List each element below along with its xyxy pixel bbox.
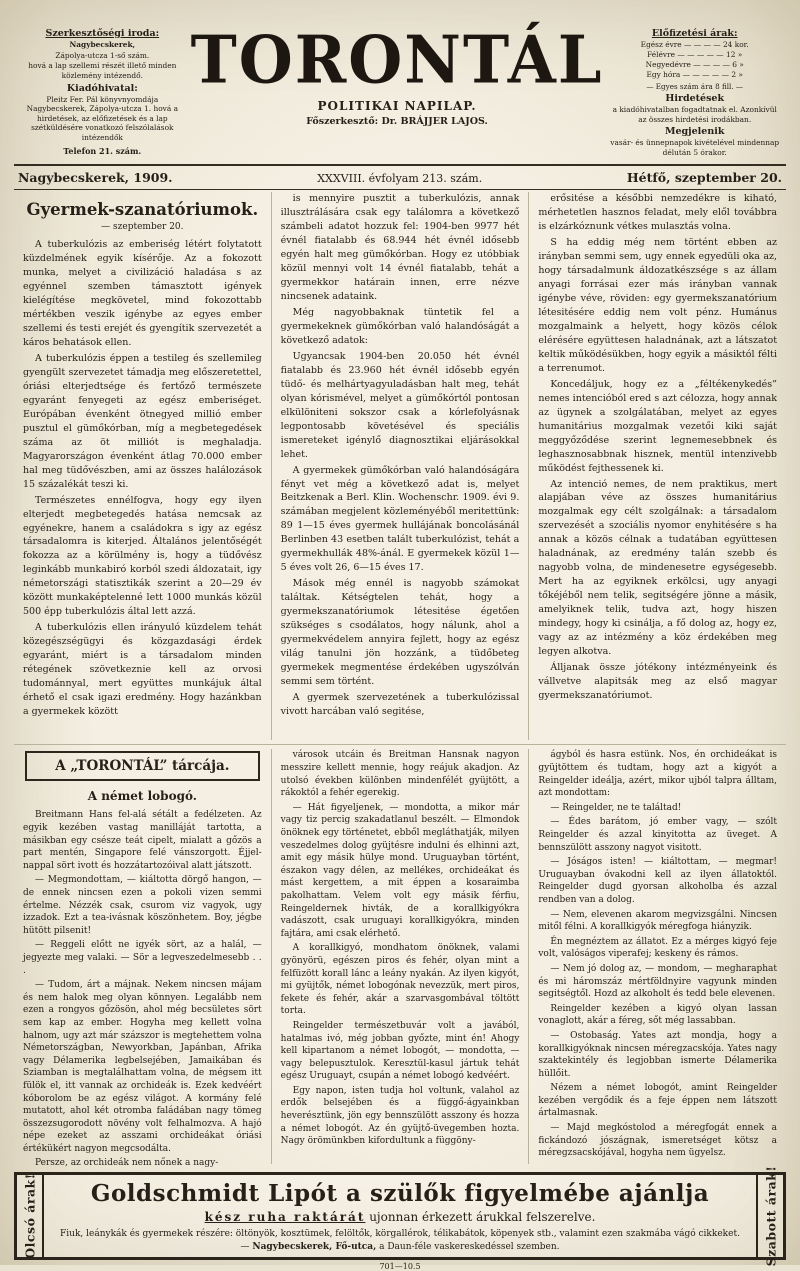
dateline-place: Nagybecskerek, 1909. — [18, 170, 173, 186]
paragraph: Koncedáljuk, hogy ez a „féltékenykedés” nemes intencióból ered s azt célozza, hogy annak az ügynek a szolgálatában, melyet az egyes humanitárius mozgalmak vezetői kiki saját meggyőződése szerint legnemesebbnek és leghasznosabbnak hisznek, mentül intenzivebb működést fejthessenek ki. — [538, 378, 778, 474]
editorial-office-block — [14, 24, 191, 158]
paragraph: Mások még ennél is nagyobb számokat találtak. Kétségtelen tehát, hogy a gyermekszanatóriumok létesitése égetően szükséges s csodálatos, hogy nálunk, ahol a gyermekvédelem annyira fejlett, hogy az egész világ tanulni jön hozzánk, a tüdőbeteg gyermekek megmentése érdekében ugyszólván semmi sem történt. — [280, 578, 520, 687]
paragraph: — Megmondottam, — kiáltotta dörgő hangon, — de ennek nincsen ezen a pokoli vizen semmi értelme. Nézzék csak, csurom viz vagyok, ugy izzadok. Ezt a tea-ivásnak köszönhetem. Boy, jégbe hütött pilsenit! — [23, 875, 262, 936]
paragraph: — Majd megkóstolod a méregfogát ennek a fickándozó jószágnak, ismeretséget kötsz a méregzsacskójával, hogyha nem ügyelsz. — [538, 1123, 778, 1159]
paragraph: városok utcáin és Breitman Hansnak nagyon messzire kellett mennie, hogy reájuk akadjon. Az utolsó években különben mindenfélét gyüjtött, a rákoktól a fehér egerekig. — [280, 750, 520, 799]
paragraph: A tuberkulózis éppen a testileg és szellemileg gyengült szervezetet támadja meg előszeretettel, óriási elterjedtsége és fertőző természete egyaránt fenyegeti az egész emberiséget. Európában évenként ötnegyed millió ember pusztul el gümőkórban, míg a megbetegedések száma az öt milliót is meghaladja. Magyarországon évenként átlag 70.000 ember hal meg tüdővészben, ami az összes halálozások 15 százalékát teszi ki. — [23, 353, 262, 490]
paragraph: Az intenció nemes, de nem praktikus, mert alapjában véve az összes humanitárius mozgalmak egy célt szolgálnak: a társadalom szervezését a szociális nyomor enyhitésére s ha annak a közös célnak a tudatában együttesen haladnának, az eredmény talán szebb és nagyobb volna, de mindenesetre egységesebb. Mert ha az egyiknek erkölcsi, ugy anyagi tőkéjéből nem telik, segitségére jönne a másik, amelyiknek telik, tudva azt, hogy hiszen mindegy, hogy ki csinálja, a fő dolog az, hogy ez, vagy az az intézmény a köz érdekében meg legyen alkotva. — [538, 478, 778, 657]
paragraph: erősitése a későbbi nemzedékre is kiható, mérhetetlen hasznos feladat, mely elől továbbra is elzárkóznunk vétkes mulasztás volna. — [538, 193, 778, 233]
paragraph: — Reingelder, ne te találtad! — [550, 802, 682, 813]
paragraph: — Hát figyeljenek, — mondotta, a mikor már vagy tiz percig szakadatlanul beszélt. — Elmondok önöknek egy történetet, ebből megláthatják, milyen veszedelmes dolog gyüjtésre indulni és elhinni azt, amit egy másik hülye mond. Uruguayban történt, északon vagy délen, az mellékes, orchideákat és mást kergettem, a mit éppen a kosaraimba pakolhattam. Velem volt egy másik férfiu, Reingeldernek hivták, de a korallkigyókra vadászott, csak uruguayi korallkigyókra, minden fajtára, ami csak elérhető. — [280, 802, 520, 939]
feuilleton-column-3 — [528, 749, 786, 1164]
paragraph: Reingelder kezében a kigyó olyan lassan vonaglott, akár a féreg, sőt még lassabban. — [538, 1003, 778, 1027]
paragraph: A gyermekek gümőkórban való halandóságára fényt vet még a következő adat is, melyet Beitzkenak a Berl. Klin. Wochenschr. 1909. évi 9. számában megjelent közleményéből meritettünk: 89 1—15 éves gyermek hullájának boncolásánál Berlinben 43 esetben talált tuberkulózist, tehát a gyermekhullák 48%-ánál. E gyermekek közül 1—5 éves volt 26, 6—15 éves 17. — [280, 464, 520, 574]
paragraph: S ha eddig még nem történt ebben az irányban semmi sem, ugy ennek egyedüli oka az, hogy társadalmunk áldozatkészsége s az állam anyagi forrásai ezer más irányban vannak igénybe véve, röviden: egy gyermekszanatórium létesitésére eddig nem volt pénz. Humánus mozgalmaink a helyett, hogy közös célok elérésére együttesen haladnának, azt a látszatot keltik működésükben, hogy egyik a másiktól félti a terrenumot. — [538, 237, 778, 374]
paragraph: Én megnéztem az állatot. Ez a mérges kigyó feje volt, valóságos viperafej; keskeny és rámos. — [538, 936, 778, 960]
ad-reference-number: 701—10.5 — [379, 1262, 421, 1271]
paragraph: A tuberkulózis ellen irányuló küzdelem tehát közegészségügyi és közgazdasági érdek egyaránt, miért is a társadalom minden rétegének szövetkeznie kell az orvosi tudománnyal, mert együttes munkájuk által érhető el csak igazi eredmény. Hogy hazánkban a gyermekek között — [23, 622, 262, 717]
paragraph: Negyedévre — — — — 6 » — [645, 59, 744, 69]
publisher-note: Pleitz Fer. Pál könyvnyomdája Nagybecskerek, Zápolya-utcza 1. hová a hirdetések, az előfizetések és a lap szétküldésére vonatkozó felszólalások intézendők — [26, 94, 178, 142]
paragraph: — Nem, elevenen akarom megvizsgálni. Nincsen mitől félni. A korallkigyók méregfoga hiányzik. — [538, 909, 778, 933]
paragraph: Félévre — — — — — 12 » — [647, 49, 743, 59]
subscription-block — [603, 24, 786, 158]
editorial-office-title: Szerkesztőségi iroda: — [45, 28, 160, 39]
ads-note: a kiadóhivatalban fogadtatnak el. Azonkívül az összes hirdetési irodákban. — [612, 104, 777, 124]
masthead — [14, 21, 786, 158]
feuilleton-column-1 — [14, 749, 271, 1169]
ad-details — [58, 1228, 742, 1252]
ad-subline — [58, 1210, 742, 1224]
editorial-note: hová a lap szellemi részét illető minden közlemény intézendő. — [28, 61, 177, 80]
paragraph: — Reggeli előtt ne igyék sört, az a halál, — jegyezte meg valaki. — Sör a legveszedelmesebb . . . — [23, 940, 262, 976]
ad-left-label-text: Olcsó árak! — [22, 1173, 37, 1260]
ad-right-label — [756, 1166, 783, 1267]
paragraph: — Édes barátom, jó ember vagy, — szólt Reingelder és azzal kinyitotta az üveget. A bennszülött asszony nagyot visitott. — [538, 817, 778, 853]
appears-note: vasár- és ünnepnapok kivételével mindennap délután 5 órakor. — [610, 138, 780, 157]
article-column-1 — [14, 192, 271, 740]
article-text-col1 — [23, 238, 262, 718]
paragraph: Nézem a német lobogót, amint Reingelder kezében vergődik és a feje éppen nem látszott ártalmasnak. — [538, 1083, 778, 1119]
feuilleton-text-col3 — [538, 749, 777, 1159]
editorial-address-line: Zápolya-utcza 1-ső szám. — [55, 50, 150, 60]
paragraph: ágyból és hasra estünk. Nos, én orchideákat is gyüjtöttem és tudtam, hogy azt a kigyót a Reingelder ideálja, azért, mikor ujból talpra álltam, azt mondottam: — [538, 750, 778, 799]
paragraph: Egy hóra — — — — — 2 » — [646, 69, 743, 79]
article-title: Gyermek-szanatóriumok. — [26, 200, 259, 220]
paragraph: Természetes ennélfogva, hogy egy ilyen elterjedt megbetegedés hatása nemcsak az egyénekre, hanem a családokra s igy az egész társadalomra is kiterjed. Általános jelentőségét fokozza az a körülmény is, hogy a tüdővész leginkább munkabiró korból szedi áldozatait, igy németországi statisztikák szerint a 20—29 év között munkaképtelenné lett 1000 munkás közül 500 épp tuberkulózis által lett azzá. — [23, 494, 262, 618]
paragraph: — Jóságos isten! — kiáltottam, — megmar! Uruguayban óvakodni kell az ilyen állatoktól. Reingelder dugd gyorsan alkoholba és azzal rendben van a dolog. — [538, 857, 778, 905]
feuilleton — [14, 744, 786, 1169]
feuilleton-header: A „TORONTÁL” tárcája. — [25, 751, 260, 781]
paper-subtitle: POLITIKAI NAPILAP. — [317, 99, 477, 113]
dateline — [14, 164, 786, 190]
ad-right-label-text: Szabott árak! — [763, 1166, 778, 1267]
paragraph: A gyermek szervezetének a tuberkulózissal vivott harcában való segitése, — [280, 691, 520, 717]
newspaper-logo: TORONTÁL — [190, 21, 604, 99]
ad-headline: Goldschmidt Lipót a szülők figyelmébe ajánlja — [90, 1180, 710, 1208]
paragraph: Egy napon, isten tudja hol voltunk, valahol az erdők belsejében és a függő-ágyainkban heverésztünk, jön egy bennszülött asszony és hozza a német lobogót. Az én gyüjtő-üvegemben hozta. Nagy örömünkben kifordultunk a függöny- — [280, 1085, 520, 1147]
ad-details-post: a Daun-féle vaskereskedéssel szemben. — [376, 1241, 560, 1252]
main-article — [14, 192, 786, 740]
ad-left-label — [17, 1173, 44, 1260]
feuilleton-title: A német lobogó. — [87, 789, 197, 804]
article-text-col3 — [538, 192, 777, 702]
paragraph: is mennyire pusztit a tuberkulózis, annak illusztrálására csak egy találomra a következő számbeli adatot hozzuk fel: 1904-ben 9977 hét évnél fiatalabb és 68.944 hét évnél idősebb egyén halt meg gümőkórban. Hogy ez utóbbiak közül mennyi volt 14 évnél fiatalabb, tehát a gyermekkor határain innen, erre nézve nincsenek adataink. — [280, 193, 520, 303]
paragraph: Breitmann Hans fel-alá sétált a fedélzeten. Az egyik kezében vastag manilláját tartotta, a másikban egy csésze teát cipelt, mialatt a gőzös a part mentén, Singapore felé vánszorgott. Éjjel-nappal sört ivott és hozzátartozóival alatt játszott. — [23, 810, 262, 871]
ad-subline-emphasis: kész ruha raktárát — [204, 1210, 366, 1225]
paragraph: — Tudom, árt a májnak. Nekem nincsen májam és nem halok meg olyan könnyen. Legalább nem ezen a rongyos gőzösön, ahol még becsületes sört sem kap az ember. Hogyha meg kellett volna halnom, ugy azt már százszor is megtehettem volna Németországban, Newyorkban, Japánban, Afrika vagy Délamerika legbelsejében, Jamaikában és Sziamban is megtalálhattam volna, de mégsem itt fülök el, itt vannak az orchideák is. Ezek kedvéért kóborolom be az egész világot. A kormány felé mutatott, ahol két otromba faládában nagy tömeg összezsugorodott növény volt felhalmozva. A hajó népe ezeket az asszami orchideákat óriási értékükért nagyon megcsodálta. — [23, 980, 262, 1154]
subscription-title: Előfizetési árak: — [651, 28, 738, 39]
single-copy-price: — Egyes szám ára 8 fill. — — [646, 81, 744, 91]
ad-details-address: Nagybecskerek, Fő-utca, — [252, 1241, 377, 1252]
price-list — [603, 40, 786, 80]
feuilleton-text-col1 — [23, 809, 262, 1170]
dateline-issue: XXXVIII. évfolyam 213. szám. — [317, 172, 483, 186]
paragraph: A tuberkulózis az emberiség létért folytatott küzdelmének egyik kísérője. Az a fokozott munka, melyet a civilizáció haladása s az egyénnel szemben támasztott igények kielégítése megkövetel, mind fokozottabb mértékben veszik igénybe az egyes ember szellemi és testi erejét és gyengítik szervezetét a káros behatások ellen. — [23, 239, 262, 349]
paragraph: Álljanak össze jótékony intézményeink és vállvetve alapitsák meg az első magyar gyermekszanatóriumot. — [538, 661, 778, 701]
feuilleton-column-2 — [271, 749, 529, 1164]
editorial-address-line: Nagybecskerek, — [69, 40, 136, 49]
telephone-line: Telefon 21. szám. — [63, 145, 142, 156]
article-column-2 — [271, 192, 529, 740]
masthead-center — [190, 21, 604, 158]
paragraph: Egész évre — — — — 24 kor. — [640, 40, 749, 49]
dateline-date: Hétfő, szeptember 20. — [626, 170, 782, 186]
advertisement — [14, 1166, 786, 1271]
appears-title: Megjelenik — [664, 126, 725, 138]
article-text-col2 — [281, 192, 520, 718]
paragraph: A korallkigyó, mondhatom önöknek, valami gyönyörü, egészen piros és fehér, olyan mint a felfüzött korall lánc a leány nyakán. Az ilyen kigyót, mi gyüjtők, német lobogónak nevezzük, mert piros, fekete és fehér, akár a szarvasgombával töltött torta. — [280, 943, 520, 1017]
paragraph: Reingelder természetbuvár volt a javából, hatalmas ivó, még jobban győzte, mint én! Ahogy kell kipartanom a német lobogót, — mondotta, — vagy belepusztulok. Keresztül-kasul jártuk tehát egész Uruguayt, csupán a német lobogó kedvéért. — [280, 1020, 520, 1082]
article-column-3 — [528, 192, 786, 740]
paragraph: Ugyancsak 1904-ben 20.050 hét évnél fiatalabb és 23.960 hét évnél idősebb egyén tüdő- és melhártyagyuladásban halt meg, tehát olyan kórismével, melyet a gümőkórtól pontosan elkülöniteni sokszor csak a kórlefolyásnak legpontosabb követésével és speciális ismereteket igénylő diagnosztikai eljárásokkal lehet. — [280, 350, 520, 460]
paragraph: Még nagyobbaknak tüntetik fel a gyermekeknek gümőkórban való halandóságát a következő adatok: — [280, 307, 520, 346]
editor-line: Főszerkesztő: Dr. BRÁJJER LAJOS. — [306, 116, 488, 127]
article-dateline: — szeptember 20. — [101, 222, 184, 233]
paragraph: — Nem jó dolog az, — mondom, — megharaphat és mi háromszáz mértföldnyire vagyunk minden segitségtől. Hozd az alkoholt és tedd bele elevenen. — [538, 963, 778, 1000]
feuilleton-text-col2 — [281, 749, 520, 1147]
ads-title: Hirdetések — [665, 92, 725, 104]
ad-details-pre: Fiuk, leánykák és gyermekek részére: öltönyök, kosztümek, felöltők, körgallérok, télikabátok, köpenyek stb., valamint ezen szakmába vágó cikkeket. — — [60, 1229, 740, 1252]
publisher-title: Kiadóhivatal: — [66, 82, 138, 94]
ad-subline-rest: ujonnan érkezett árukkal felszerelve. — [365, 1210, 596, 1225]
ad-main — [44, 1175, 756, 1257]
paragraph: Persze, az orchideák nem nőnek a nagy- — [35, 1158, 219, 1169]
paragraph: — Ostobaság. Yates azt mondja, hogy a korallkigyóknak nincsen méregzacskója. Yates nagy szaktekintély és legjobban ismerte Délamerika hüllőit. — [538, 1030, 778, 1079]
